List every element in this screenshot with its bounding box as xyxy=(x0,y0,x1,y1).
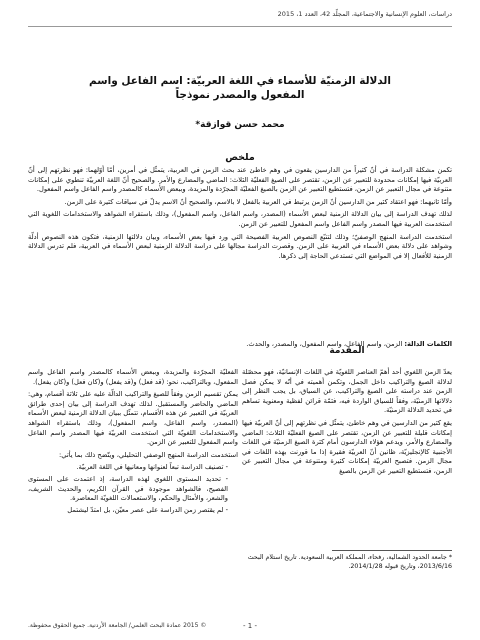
footnote: * جامعة الحدود الشمالية، رفحاء، المملكة العربية السعودية. تاريخ استلام البحث 2013/6/16، وتاريخ قبوله 2014/1/28. xyxy=(247,554,452,570)
page-footer xyxy=(28,622,452,634)
abstract-body xyxy=(28,166,452,264)
method-list xyxy=(28,463,238,515)
abstract-paragraph: تكمن مشكلة الدراسة في أنّ كثيراً من الدارسين يقعون في وهم خاطئ عند بحث الزمن في العربية، يتمثّل في أمرين، أمّا أوّلهما: فهو نظرتهم إلى أنّ العربيّة فيها إمكانات محدودة للتعبير عن الزمن، تقتصر على الصيغ الفعليّة الثلاث: الماضي والمضارع والأمر. والصحيح أنّ اللغة العربيّة تنطوي على إمكانات متنوعة في مجال التعبير عن الزمن، فتستطيع التعبير عن الزمن بالصيغ الفعليّة المجرّدة والمزيدة، وببعض الأسماء كالمصدر واسم الفاعل واسم المفعول. xyxy=(28,166,452,194)
method-list-item: - تصنيف الدراسة تبعاً لعنوانها ومعانيها في اللغة العربيّة. xyxy=(28,463,228,473)
copyright-notice: © 2015 عمادة البحث العلمي/ الجامعة الأردنية. جميع الحقوق محفوظة. xyxy=(28,622,207,629)
intro-paragraph: يقع كثير من الدارسين في وهم خاطئ، يتمثّل في نظرتهم إلى أنّ العربيّة فيها إمكانات قليلة للتعبير عن الزمن، تقتصر على الصيغ الفعليّة الثلاث: الماضي والمضارع والأمر، ويدعم هؤلاء الدارسون أمام كثرة الصيغ الزمنيّة في اللغات الأجنبية كالإنجليزيّة، ظانين أنّ العربيّة فقيرة إذا ما قورنت بهذه اللغات في مجال الزمن. فتصبح العربيّة إمكانات كثيرة ومتنوعة في مجال التعبير عن الزمن، فتستطيع التعبير عن الزمن بالصيغ xyxy=(242,418,452,475)
right-column xyxy=(242,368,452,480)
left-column xyxy=(28,368,238,517)
method-list-item: - تحديد المستوى اللغوي لهذه الدراسة، إذ اعتمدت على المستوى الفصيح، فالشواهد موجودة في القرآن الكريم، والحديث الشريف، والشعر، والأمثال والحكم، والاستعمالات اللغويّة المعاصرة. xyxy=(28,475,228,504)
abstract-paragraph: لذلك تهدف الدراسة إلى بيان الدلالة الزمنية لبعض الأسماء (المصدر، واسم الفاعل، واسم المفعول)، وذلك باستقراء الشواهد والاستخدامات اللغوية التي استخدمت العربية فيها المصدر واسم الفاعل واسم المفعول للتعبير عن الزمن. xyxy=(28,210,452,228)
footnote-divider xyxy=(332,550,452,551)
keywords-label: الكلمات الدالة: xyxy=(404,340,452,348)
abstract-paragraph: استخدمت الدراسة المنهج الوصفيّ؛ وذلك لتتبّع النصوص العربية الفصيحة التي ورد فيها بعض الأسماء، وبيان دلالتها الزمنية، فتكون هذه النصوص أدلّة وشواهد على دلالة بعض الأسماء في العربية على الزمن. وقصرت الدراسة مجالها على دراسة الدلالة الزمنية لبعض الأسماء في العربية، فلم تدرس الدلالة الزمنية للأفعال إلا في المواضع التي تستدعي الحاجة إلى ذكرها. xyxy=(28,232,452,260)
intro-paragraph: يعدّ الزمن اللغوي أحد أهمّ العناصر اللغويّة في اللغات الإنسانيّة، فهو محصّلة لدلالة الصيغ والتراكيب داخل الجمل، وتكمن أهميته في أنّه لا يمكن فصل الزمن عند دراسته على الصيغ والتراكيب، عن السياق، بل يجب النظر إلى دلالاتها الزمنيّة، وفقاً للسياق الواردة فيه، فثمّة قرائن لفظية ومعنوية تساهم في تحديد الدلالة الزمنيّة. xyxy=(242,368,452,415)
introduction-heading: المقدمة xyxy=(329,346,365,356)
abstract-heading: ملخص xyxy=(225,152,255,163)
body-paragraph: استخدمت الدراسة المنهج الوصفي التحليلي، ويتّضح ذلك بما يأتي: xyxy=(59,450,238,459)
body-paragraph: الفعليّة المجرّدة والمزيدة، وببعض الأسماء كالمصدر واسم الفاعل واسم المفعول، وبالتراكيب، نحو: (قد فعل) و(قد يفعل) و(كان فعل) و(كان يفعل). xyxy=(28,368,238,386)
abstract-paragraph: وأمّا ثانيهما: فهو اعتقاد كثير من الدارسين أنّ الزمن يرتبط في العربية بالفعل لا بالاسم، والصحيح أنّ الاسم يدلّ في سياقات كثيرة على الزمن. xyxy=(64,197,452,206)
body-paragraph: يمكن تقسيم الزمن وفقاً للصيغ والتراكيب الدالّة عليه على ثلاثة أقسام، وهي: الماضي والحاضر والمستقبل. لذلك تهدف الدراسة إلى بيان إحدى طرائق العربيّة في التعبير عن هذه الأقسام، تتمثّل ببيان الدلالة الزمنية لبعض الأسماء (المصدر، واسم الفاعل، واسم المفعول)، وذلك باستقراء الشواهد والاستخدامات اللغويّة التي استخدمت العربيّة فيها المصدر واسم الفاعل واسم المفعول للتعبير عن الزمن. xyxy=(28,390,238,447)
journal-header: دراسات، العلوم الإنسانية والاجتماعية، المجلّد 42، العدد 1، 2015 xyxy=(277,10,452,18)
header-divider xyxy=(28,26,452,27)
author-name: محمد حسن قوازقة* xyxy=(195,120,285,130)
page-number: - 1 - xyxy=(243,622,257,630)
keywords-value: الزمن، واسم الفاعل، واسم المفعول، والمصدر، والحدث. xyxy=(246,340,403,348)
method-list-item: - لم يقتصر زمن الدراسة على عصر معيّن، بل امتدّ ليشتمل xyxy=(28,506,228,516)
article-title: الدلالة الزمنيّة للأسماء في اللغة العربيّة: اسم الفاعل واسم المفعول والمصدر نموذجاً xyxy=(89,75,391,101)
